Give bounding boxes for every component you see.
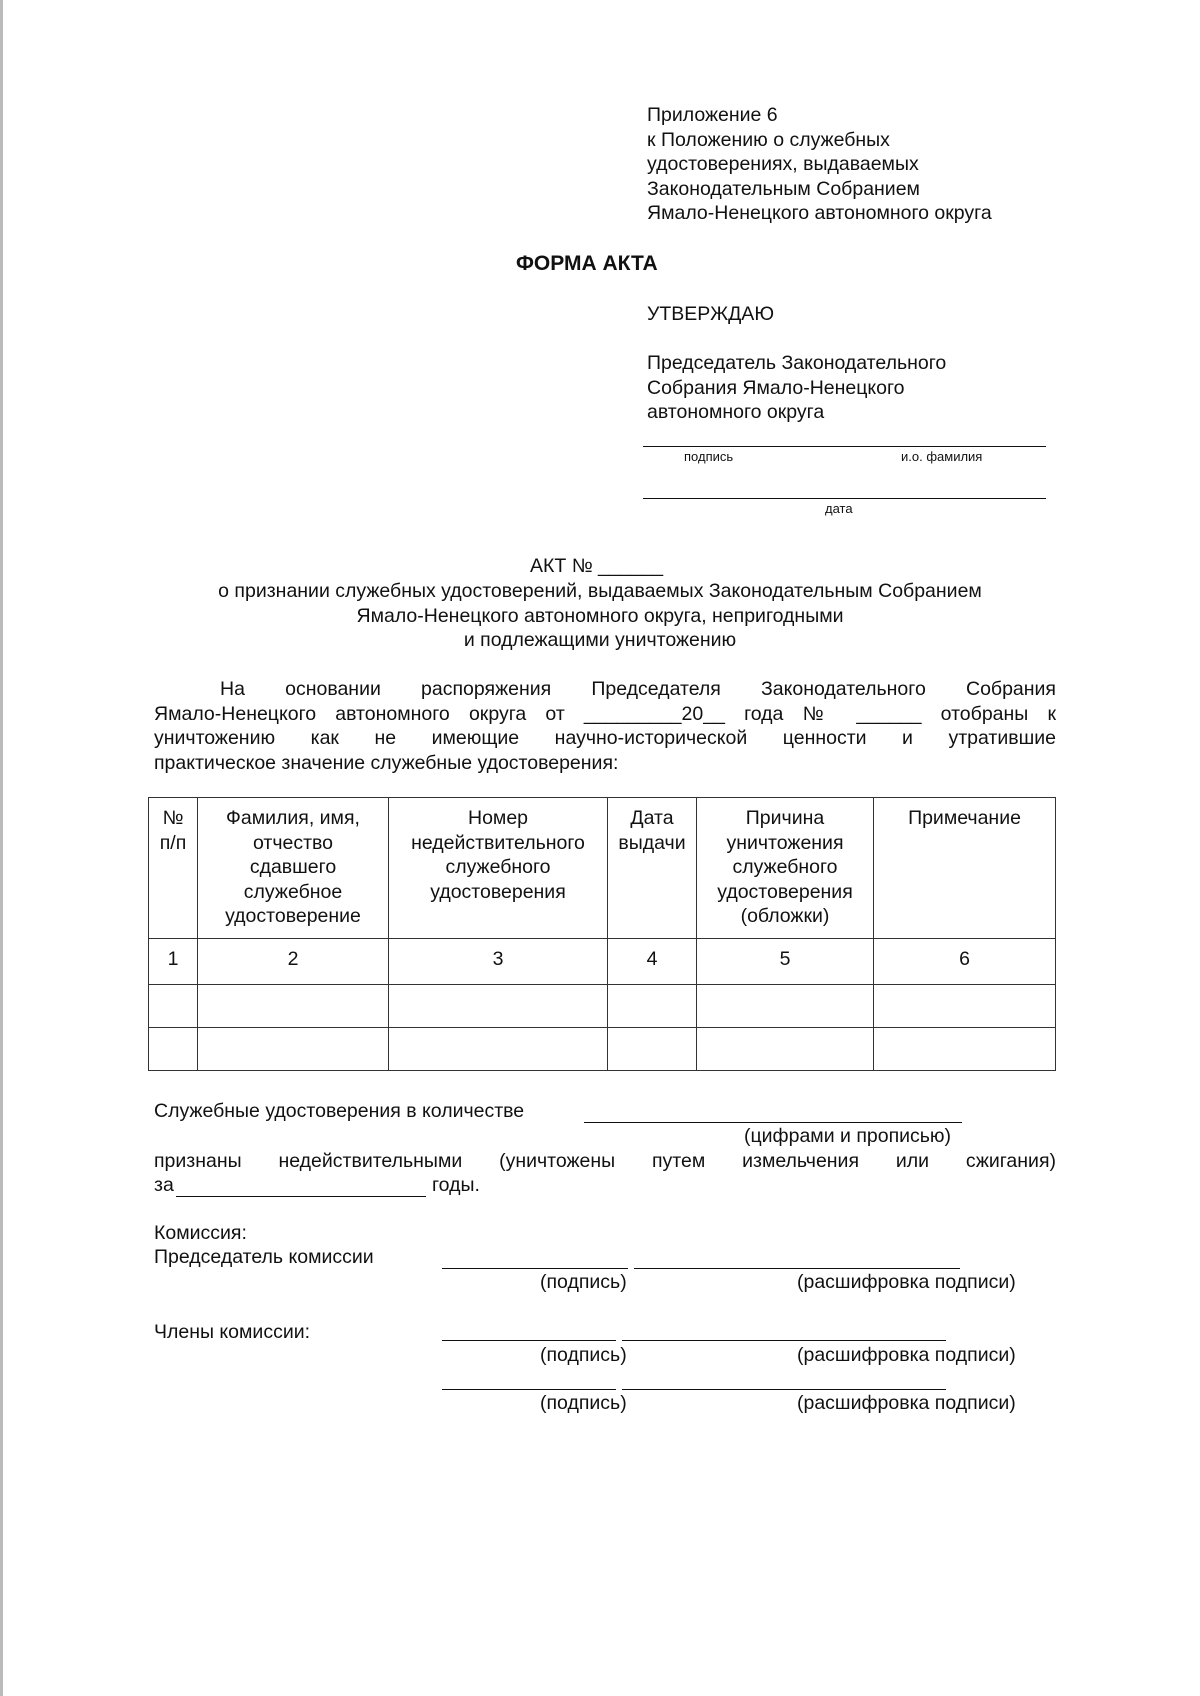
signature-hint: (подпись) (540, 1344, 627, 1366)
decode-line (622, 1389, 946, 1390)
act-title-line: о признании служебных удостоверений, выдаваемых Законодательным Собранием (218, 580, 982, 602)
column-number: 3 (389, 939, 608, 985)
chairman-block (647, 351, 946, 425)
form-title: ФОРМА АКТА (516, 252, 658, 275)
table-row (149, 985, 1056, 1028)
certificates-table (148, 797, 1056, 1071)
header-cell: Примечание (874, 798, 1056, 939)
decode-hint: (расшифровка подписи) (797, 1392, 1016, 1414)
recognized-text: признаны недействительными (уничтожены путем измельчения или сжигания) (154, 1150, 1056, 1172)
date-line (643, 498, 1046, 499)
quantity-line (584, 1122, 962, 1123)
approve-label: УТВЕРЖДАЮ (647, 303, 775, 325)
header-cell: Дата выдачи (608, 798, 697, 939)
header-cell: Номер недействительного служебного удостоверения (389, 798, 608, 939)
chairman-line: Председатель Законодательного (647, 352, 947, 374)
column-number: 2 (198, 939, 389, 985)
chairman-line: автономного округа (647, 401, 825, 423)
header-cell: Фамилия, имя, отчество сдавшего служебное удостоверение (198, 798, 389, 939)
appendix-line: Ямало-Ненецкого автономного округа (647, 202, 992, 224)
date-label: дата (825, 501, 853, 516)
chairman-line: Собрания Ямало-Ненецкого (647, 376, 905, 399)
signature-line (643, 446, 1046, 447)
signature-label: подпись (684, 449, 734, 464)
decode-line (622, 1340, 946, 1341)
para-line: Ямало-Ненецкого автономного округа от _________20__ года № ______ отобраны к (154, 702, 1056, 725)
header-cell: Причина уничтожения служебного удостоверения (обложки) (697, 798, 874, 939)
quantity-label: Служебные удостоверения в количестве (154, 1100, 525, 1122)
signature-hint: (подпись) (540, 1392, 627, 1414)
table-number-row (149, 939, 1056, 985)
years-label: годы. (432, 1174, 480, 1196)
decode-hint: (расшифровка подписи) (797, 1271, 1016, 1293)
signature-hint: (подпись) (540, 1271, 627, 1293)
column-number: 1 (149, 939, 198, 985)
para-line: На основании распоряжения Председателя Законодательного Собрания (220, 678, 1056, 700)
act-number: АКТ № ______ (530, 555, 664, 577)
commission-chair-label: Председатель комиссии (154, 1246, 374, 1268)
quantity-hint: (цифрами и прописью) (744, 1125, 952, 1147)
members-label: Члены комиссии: (154, 1321, 311, 1343)
signature-line (442, 1340, 616, 1341)
para-line: уничтожению как не имеющие научно-исторической ценности и утратившие (154, 727, 1056, 749)
act-title (140, 579, 1060, 653)
decode-line (634, 1268, 960, 1269)
act-title-line: и подлежащими уничтожению (463, 629, 737, 651)
years-line (176, 1196, 426, 1197)
commission-label: Комиссия: (154, 1222, 247, 1244)
table-header-row (149, 798, 1056, 939)
signature-line (442, 1268, 628, 1269)
table-row (149, 1028, 1056, 1071)
decode-hint: (расшифровка подписи) (797, 1344, 1016, 1366)
signature-line (442, 1389, 616, 1390)
name-label: и.о. фамилия (901, 449, 983, 464)
for-label: за (154, 1174, 174, 1196)
act-title-line: Ямало-Ненецкого автономного округа, непригодными (356, 604, 844, 627)
appendix-block (647, 103, 992, 226)
header-cell: № п/п (149, 798, 198, 939)
column-number: 6 (874, 939, 1056, 985)
para-line: практическое значение служебные удостоверения: (154, 751, 619, 774)
page-edge (0, 0, 3, 1696)
column-number: 5 (697, 939, 874, 985)
appendix-line: к Положению о служебных (647, 128, 890, 151)
appendix-line: Приложение 6 (647, 104, 778, 126)
appendix-line: Законодательным Собранием (647, 177, 920, 200)
column-number: 4 (608, 939, 697, 985)
appendix-line: удостоверениях, выдаваемых (647, 153, 919, 175)
basis-paragraph (154, 677, 1056, 775)
